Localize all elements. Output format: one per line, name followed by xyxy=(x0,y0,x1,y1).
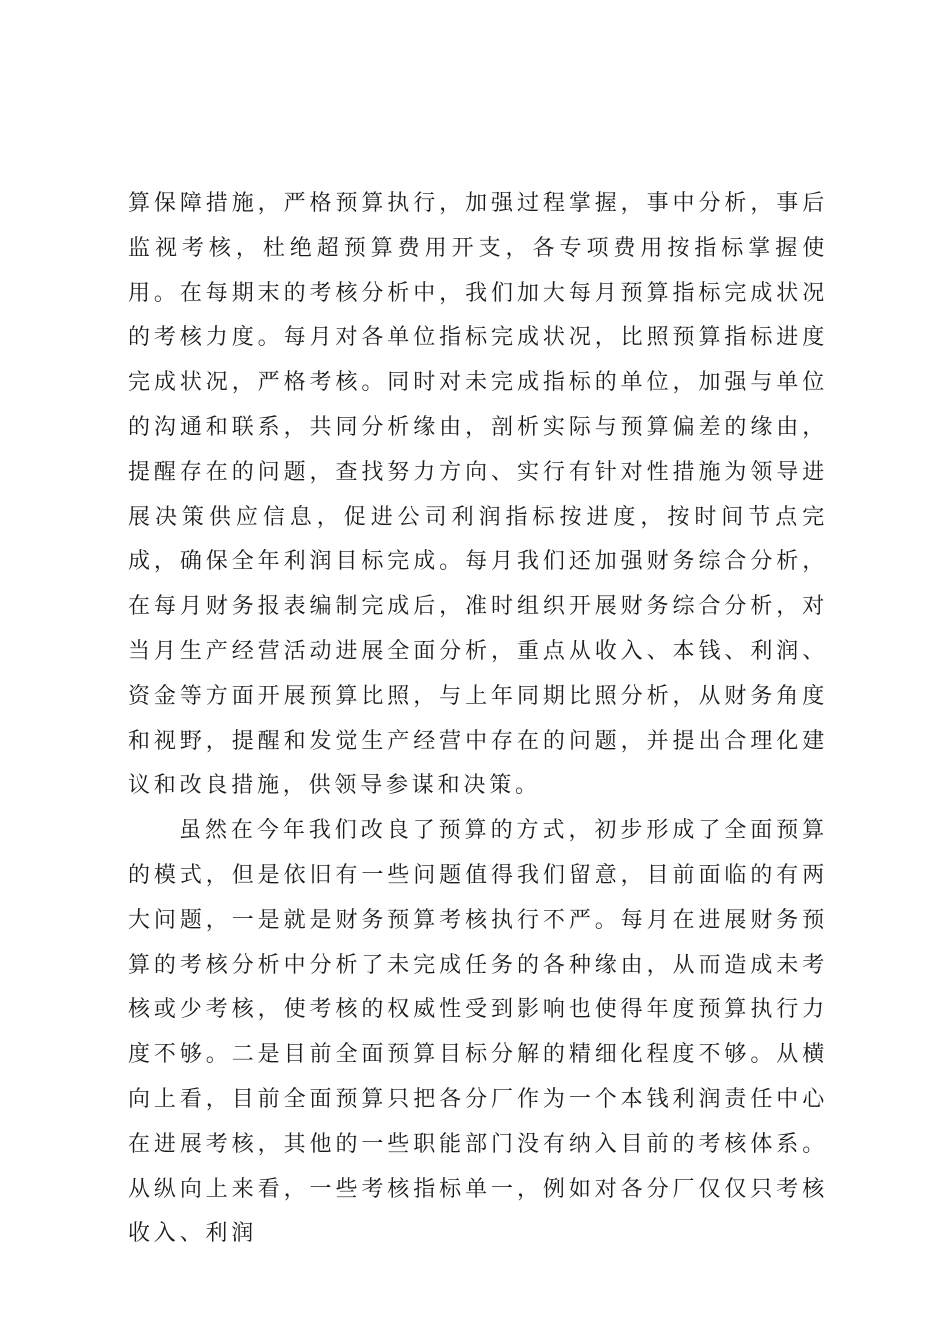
paragraph-budget-problems: 虽然在今年我们改良了预算的方式，初步形成了全面预算的模式，但是依旧有一些问题值得我们留意，目前面临的有两大问题，一是就是财务预算考核执行不严。每月在进展财务预算的考核分析中分析了未完成任务的各种缘由，从而造成未考核或少考核，使考核的权威性受到影响也使得年度预算执行力度不够。二是目前全面预算目标分解的精细化程度不够。从横向上看，目前全面预算只把各分厂作为一个本钱利润责任中心在进展考核，其他的一些职能部门没有纳入目前的考核体系。从纵向上来看，一些考核指标单一，例如对各分厂仅仅只考核收入、利润 xyxy=(128,818,828,1247)
document-body xyxy=(128,182,828,1257)
paragraph-budget-execution: 算保障措施，严格预算执行，加强过程掌握，事中分析，事后监视考核，杜绝超预算费用开支，各专项费用按指标掌握使用。在每期末的考核分析中，我们加大每月预算指标完成状况的考核力度。每月对各单位指标完成状况，比照预算指标进度完成状况，严格考核。同时对未完成指标的单位，加强与单位的沟通和联系，共同分析缘由，剖析实际与预算偏差的缘由，提醒存在的问题，查找努力方向、实行有针对性措施为领导进展决策供应信息，促进公司利润指标按进度，按时间节点完成，确保全年利润目标完成。每月我们还加强财务综合分析，在每月财务报表编制完成后，准时组织开展财务综合分析，对当月生产经营活动进展全面分析，重点从收入、本钱、利润、资金等方面开展预算比照，与上年同期比照分析，从财务角度和视野，提醒和发觉生产经营中存在的问题，并提出合理化建议和改良措施，供领导参谋和决策。 xyxy=(128,191,828,799)
